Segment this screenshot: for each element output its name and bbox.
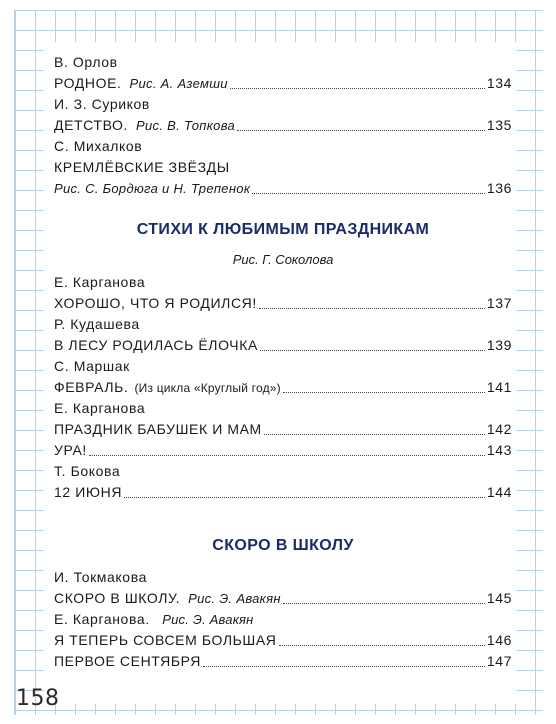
section-heading: СТИХИ К ЛЮБИМЫМ ПРАЗДНИКАМ bbox=[136, 221, 430, 238]
entry-page: 137 bbox=[486, 295, 512, 311]
entry-page: 143 bbox=[486, 442, 512, 458]
entry-illustrator: Рис. Э. Авакян bbox=[188, 591, 281, 606]
toc-entry-title-line[interactable] bbox=[54, 157, 512, 178]
entry-title: ДЕТСТВО. bbox=[54, 117, 129, 133]
entry-page: 141 bbox=[486, 379, 512, 395]
toc-entry[interactable] bbox=[54, 651, 512, 672]
leader-dots bbox=[203, 665, 485, 667]
page-number: 158 bbox=[16, 686, 60, 711]
toc-entry[interactable] bbox=[54, 588, 512, 609]
entry-page: 142 bbox=[486, 421, 512, 437]
entry-page: 135 bbox=[486, 117, 512, 133]
section-heading: СКОРО В ШКОЛУ bbox=[212, 537, 354, 554]
entry-note: (Из цикла «Круглый год») bbox=[134, 381, 281, 395]
toc-entry[interactable] bbox=[54, 630, 512, 651]
entry-author: Р. Кудашева bbox=[54, 316, 140, 332]
entry-page: 147 bbox=[486, 653, 512, 669]
entry-page: 139 bbox=[486, 337, 512, 353]
section-illustrator: Рис. Г. Соколова bbox=[232, 252, 334, 267]
entry-title: КРЕМЛЁВСКИЕ ЗВЁЗДЫ bbox=[54, 159, 230, 175]
entry-title: УРА! bbox=[54, 442, 87, 458]
entry-author: С. Маршак bbox=[54, 358, 130, 374]
leader-dots bbox=[124, 496, 485, 498]
toc-entry[interactable] bbox=[54, 335, 512, 356]
toc-entry[interactable] bbox=[54, 482, 512, 503]
entry-illustrator: Рис. С. Бордюга и Н. Трепенок bbox=[54, 181, 251, 196]
leader-dots bbox=[279, 644, 485, 646]
leader-dots bbox=[259, 307, 485, 309]
entry-illustrator: Рис. А. Аземши bbox=[129, 76, 228, 91]
entry-illustrator: Рис. Э. Авакян bbox=[162, 612, 254, 627]
entry-title: ХОРОШО, ЧТО Я РОДИЛСЯ! bbox=[54, 295, 257, 311]
toc-entry[interactable] bbox=[54, 115, 512, 136]
entry-page: 145 bbox=[486, 590, 512, 606]
toc-entry[interactable] bbox=[54, 440, 512, 461]
entry-title: СКОРО В ШКОЛУ. bbox=[54, 590, 181, 606]
leader-dots bbox=[237, 129, 485, 131]
leader-dots bbox=[283, 602, 485, 604]
entry-page: 134 bbox=[486, 75, 512, 91]
entry-author: И. З. Суриков bbox=[54, 96, 150, 112]
entry-author-line bbox=[54, 609, 512, 630]
entry-author: Е. Карганова bbox=[54, 400, 146, 416]
leader-dots bbox=[230, 87, 485, 89]
toc-entry[interactable] bbox=[54, 293, 512, 314]
entry-author: В. Орлов bbox=[54, 54, 118, 70]
entry-title: ФЕВРАЛЬ. bbox=[54, 379, 129, 395]
toc-entry[interactable] bbox=[54, 178, 512, 199]
entry-title: РОДНОЕ. bbox=[54, 75, 122, 91]
leader-dots bbox=[264, 433, 485, 435]
entry-title: В ЛЕСУ РОДИЛАСЬ ЁЛОЧКА bbox=[54, 337, 258, 353]
entry-title: 12 ИЮНЯ bbox=[54, 484, 123, 500]
entry-author: Е. Карганова bbox=[54, 274, 146, 290]
leader-dots bbox=[260, 349, 485, 351]
entry-author: Е. Карганова. bbox=[54, 611, 150, 627]
entry-illustrator: Рис. В. Топкова bbox=[136, 118, 236, 133]
entry-title: ПРАЗДНИК БАБУШЕК И МАМ bbox=[54, 421, 262, 437]
leader-dots bbox=[283, 391, 485, 393]
toc-entry[interactable] bbox=[54, 73, 512, 94]
entry-page: 146 bbox=[486, 632, 512, 648]
toc-entry[interactable] bbox=[54, 377, 512, 398]
entry-author: И. Токмакова bbox=[54, 569, 147, 585]
leader-dots bbox=[89, 454, 485, 456]
entry-title: Я ТЕПЕРЬ СОВСЕМ БОЛЬШАЯ bbox=[54, 632, 277, 648]
leader-dots bbox=[252, 192, 485, 194]
entry-author: С. Михалков bbox=[54, 138, 143, 154]
toc-entry[interactable] bbox=[54, 419, 512, 440]
entry-author: Т. Бокова bbox=[54, 463, 121, 479]
table-of-contents bbox=[54, 52, 512, 672]
entry-page: 136 bbox=[486, 180, 512, 196]
entry-title: ПЕРВОЕ СЕНТЯБРЯ bbox=[54, 653, 201, 669]
entry-page: 144 bbox=[486, 484, 512, 500]
